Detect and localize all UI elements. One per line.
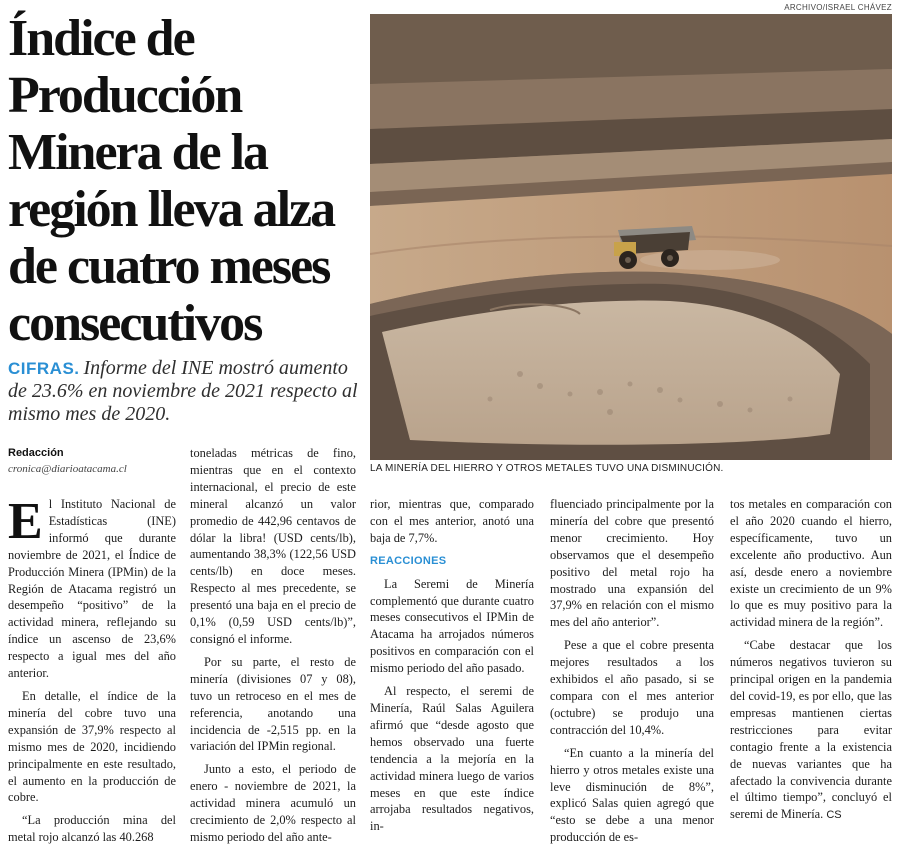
paragraph: Pese a que el cobre presenta mejores resultados a los exhibidos el año pasado, si se compara con el mes anterior (octubre) se produjo una contracción del 10,4%.	[550, 638, 714, 737]
deck-tag: CIFRAS.	[8, 359, 80, 378]
dropcap: E	[8, 493, 43, 550]
mine-photo	[370, 14, 892, 460]
paragraph: “La producción mina del metal rojo alcanzó las 40.268	[8, 813, 176, 845]
byline-email: cronica@diarioatacama.cl	[8, 463, 127, 475]
paragraph: fluenciado principalmente por la minería del cobre que presentó menor crecimiento. Hoy observamos que el desempeño positivo del metal rojo ha mostrado una expansión del 37,9% en relación con el mismo mes del año anterior”.	[550, 497, 714, 630]
paragraph: La Seremi de Minería complementó que durante cuatro meses consecutivos el IPMin de Atacama ha arrojados números positivos en comparación con el mismo periodo del año pasado.	[370, 576, 534, 676]
column-5	[730, 496, 892, 830]
paragraph: Por su parte, el resto de minería (divisiones 07 y 08), tuvo un retroceso en el mes de referencia, anotando una incidencia de -2,515 pp. en la variación del IPMin regional.	[190, 654, 356, 754]
paragraph: toneladas métricas de fino, mientras que en el contexto internacional, el precio de este mineral alcanzó un valor promedio de 442,96 centavos de dólar la libra! (USD cents/lb), aumentando 38,3% (122,56 USD cents/lb) en doce meses. Respecto al mes precedente, se presentó una baja en el precio de 0,1% (0,59 USD cents/lb)”, consignó el informe.	[190, 446, 356, 646]
paragraph: tos metales en comparación con el año 2020 cuando el hierro, específicamente, tuvo un excelente año productivo. Aun así, desde enero a noviembre existe un crecimiento de un 9% lo que es muy positivo para la actividad minera de la región”.	[730, 497, 892, 630]
deck-text: Informe del INE mostró aumento de 23.6% en noviembre de 2021 respecto al mismo mes de 2020.	[8, 357, 358, 425]
column-2	[190, 445, 356, 852]
paragraph: “Cabe destacar que los números negativos tuvieron su principal origen en la pandemia del covid-19, es por ello, que las empresas mantienen ciertas restricciones para evitar contagio frente a la existencia de nuevas variantes que ha afectado la convivencia durante el último tiempo”, concluyó el seremi de Minería. CS	[730, 638, 892, 822]
byline-author: Redacción	[8, 447, 64, 459]
deck	[8, 357, 360, 426]
headline: Índice de Producción Minera de la región lleva alza de cuatro meses consecutivos	[8, 10, 335, 352]
column-1	[8, 493, 176, 852]
byline	[8, 447, 178, 475]
end-mark: CS	[826, 809, 842, 822]
photo-caption: LA MINERÍA DEL HIERRO Y OTROS METALES TUVO UNA DISMINUCIÓN.	[370, 463, 724, 474]
paragraph: Al respecto, el seremi de Minería, Raúl Salas Aguilera afirmó que “desde agosto que hemos observado una fuerte tendencia a la mejoría en la actividad minera luego de varios meses en que este índice arrojaba resultados negativos, in-	[370, 684, 534, 834]
paragraph: En detalle, el índice de la minería del cobre tuvo una expansión de 37,9% respecto al mismo mes de 2020, incidiendo principalmente en este resultado, el aumento en la producción de cobre.	[8, 688, 176, 805]
subhead-reacciones: REACCIONES	[370, 554, 447, 567]
photo-credit: ARCHIVO/ISRAEL CHÁVEZ	[784, 3, 892, 12]
column-3	[370, 496, 534, 841]
open-pit-mine-illustration	[370, 14, 892, 460]
paragraph: El Instituto Nacional de Estadísticas (INE) informó que durante noviembre de 2021, el Índice de Producción Minera (IPMin) de la Región de Atacama registró un desempeño “positivo” de la actividad minera, reflejando su índice un ascenso de 23,6% respecto a igual mes del año anterior.	[8, 493, 176, 681]
paragraph: rior, mientras que, comparado con el mes anterior, anotó una baja de 7,7%.	[370, 497, 534, 545]
paragraph: Junto a esto, el periodo de enero - noviembre de 2021, la actividad minera acumuló un crecimiento de 2,0% respecto al mismo periodo del año ante-	[190, 762, 356, 844]
column-4	[550, 496, 714, 852]
paragraph: “En cuanto a la minería del hierro y otros metales existe una leve disminución de 8%”, explicó Salas quien agregó que “esto se debe a una menor producción de es-	[550, 745, 714, 845]
